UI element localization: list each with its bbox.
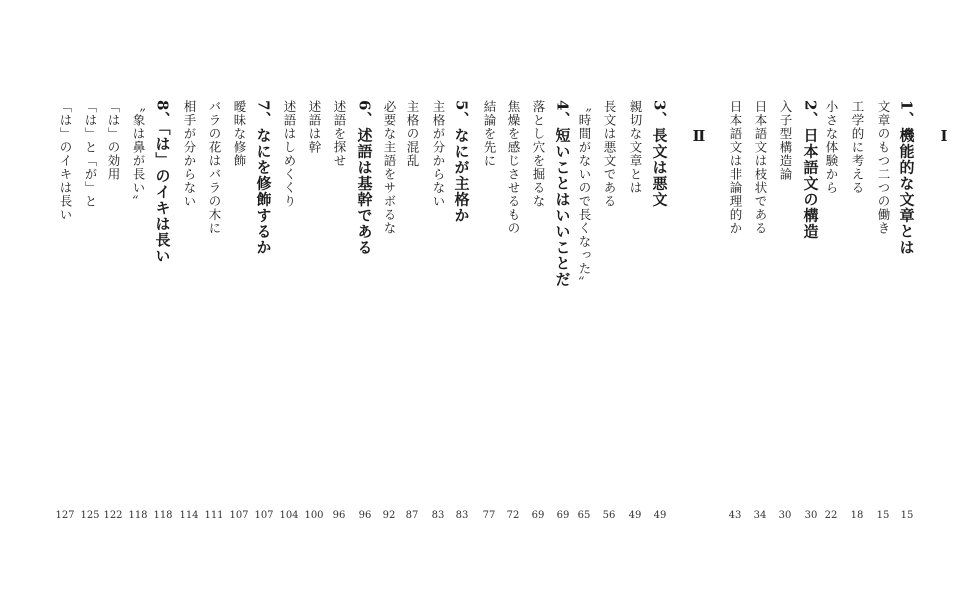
toc-entry-page-number: 122 bbox=[103, 510, 123, 521]
toc-section-title: 5、なにが主格か bbox=[452, 100, 471, 224]
toc-entry-page-number: 83 bbox=[431, 510, 445, 521]
toc-section[interactable] bbox=[802, 100, 820, 525]
toc-entry-title: 日本語文は枝状である bbox=[753, 100, 768, 235]
toc-entry[interactable] bbox=[281, 100, 297, 525]
toc-entry[interactable] bbox=[231, 100, 247, 525]
toc-entry[interactable] bbox=[849, 100, 865, 525]
toc-entry-page-number: 107 bbox=[229, 510, 249, 521]
toc-entry-title: 入子型構造論 bbox=[778, 100, 793, 181]
toc-entry-page-number: 65 bbox=[577, 510, 591, 521]
toc-entry[interactable] bbox=[331, 100, 347, 525]
toc-entry[interactable] bbox=[777, 100, 793, 525]
toc-section[interactable] bbox=[154, 100, 172, 525]
toc-entry-title: 〝象は鼻が長い〟 bbox=[131, 100, 146, 208]
toc-section-page-number: 118 bbox=[153, 510, 173, 521]
toc-entry-title: 小さな体験から bbox=[824, 100, 839, 195]
toc-entry-title: 結論を先に bbox=[482, 100, 497, 168]
toc-entry-page-number: 43 bbox=[728, 510, 742, 521]
toc-entry[interactable] bbox=[505, 100, 521, 525]
toc-entry-page-number: 118 bbox=[128, 510, 148, 521]
toc-entry-title: 述語はしめくくり bbox=[282, 100, 297, 208]
toc-entry[interactable] bbox=[306, 100, 322, 525]
toc-entry-page-number: 111 bbox=[204, 510, 224, 521]
toc-section[interactable] bbox=[898, 100, 916, 525]
toc-entry-title: 「は」と「が」と bbox=[83, 100, 98, 208]
toc-entry-title: 長文は悪文である bbox=[602, 100, 617, 208]
toc-entry[interactable] bbox=[727, 100, 743, 525]
toc-entry-title: 曖昧な修飾 bbox=[232, 100, 247, 168]
toc-entry[interactable] bbox=[404, 100, 420, 525]
toc-entry[interactable] bbox=[823, 100, 839, 525]
toc-entry-page-number: 104 bbox=[279, 510, 299, 521]
toc-entry-page-number: 72 bbox=[506, 510, 520, 521]
toc-entry[interactable] bbox=[627, 100, 643, 525]
toc-section-page-number: 15 bbox=[900, 510, 914, 521]
toc-entry-page-number: 96 bbox=[332, 510, 346, 521]
toc-section-page-number: 107 bbox=[254, 510, 274, 521]
toc-entry[interactable] bbox=[105, 100, 121, 525]
toc-entry-title: 主格が分からない bbox=[431, 100, 446, 208]
toc-section-title: 1、機能的な文章とは bbox=[897, 100, 916, 256]
toc-entry[interactable] bbox=[130, 100, 146, 525]
toc-entry-page-number: 15 bbox=[876, 510, 890, 521]
toc-section-page-number: 30 bbox=[804, 510, 818, 521]
toc-entry-title: 〝時間がないので長くなった〟 bbox=[577, 100, 592, 289]
toc-section-title: 2、日本語文の構造 bbox=[801, 100, 820, 240]
toc-section[interactable] bbox=[356, 100, 374, 525]
toc-entry[interactable] bbox=[601, 100, 617, 525]
toc-entry[interactable] bbox=[206, 100, 222, 525]
toc-entry-title: 「は」の効用 bbox=[106, 100, 121, 181]
toc-entry-title: バラの花はバラの木に bbox=[207, 100, 222, 235]
toc-entry-page-number: 114 bbox=[179, 510, 199, 521]
toc-section-title: 8、「は」のイキは長い bbox=[153, 100, 172, 264]
toc-entry-page-number: 125 bbox=[80, 510, 100, 521]
toc-entry-page-number: 30 bbox=[778, 510, 792, 521]
toc-entry-page-number: 87 bbox=[405, 510, 419, 521]
toc-entry[interactable] bbox=[481, 100, 497, 525]
toc-entry-title: 主格の混乱 bbox=[405, 100, 420, 168]
toc-section-title: 4、短いことはいいことだ bbox=[553, 100, 572, 288]
toc-entry-page-number: 92 bbox=[382, 510, 396, 521]
toc-entry-title: 述語は幹 bbox=[307, 100, 322, 154]
toc-section-page-number: 69 bbox=[556, 510, 570, 521]
toc-entry-title: 工学的に考える bbox=[850, 100, 865, 195]
toc-entry[interactable] bbox=[57, 100, 73, 525]
toc-entry-page-number: 100 bbox=[304, 510, 324, 521]
toc-entry[interactable] bbox=[576, 100, 592, 525]
toc-section-page-number: 49 bbox=[653, 510, 667, 521]
toc-section-title: 6、述語は基幹である bbox=[355, 100, 374, 256]
toc-entry-title: 文章のもつ二つの働き bbox=[876, 100, 891, 235]
toc-entry-title: 述語を探せ bbox=[332, 100, 347, 168]
toc-entry-title: 焦燥を感じさせるもの bbox=[506, 100, 521, 235]
toc-entry-title: 必要な主語をサボるな bbox=[382, 100, 397, 235]
toc-entry-page-number: 127 bbox=[55, 510, 75, 521]
toc-entry[interactable] bbox=[530, 100, 546, 525]
toc-section[interactable] bbox=[255, 100, 273, 525]
toc-entry-title: 落とし穴を掘るな bbox=[531, 100, 546, 208]
toc-entry[interactable] bbox=[381, 100, 397, 525]
toc-entry-page-number: 49 bbox=[628, 510, 642, 521]
toc-entry-page-number: 22 bbox=[824, 510, 838, 521]
toc-entry-title: 相手が分からない bbox=[182, 100, 197, 208]
part-label-2: Ⅱ bbox=[692, 127, 706, 145]
toc-section[interactable] bbox=[651, 100, 669, 525]
toc-section-title: 7、なにを修飾するか bbox=[254, 100, 273, 256]
toc-entry[interactable] bbox=[430, 100, 446, 525]
part-label-1: Ⅰ bbox=[940, 127, 948, 145]
toc-section-page-number: 96 bbox=[358, 510, 372, 521]
toc-entry[interactable] bbox=[875, 100, 891, 525]
toc-entry-page-number: 34 bbox=[753, 510, 767, 521]
toc-section-title: 3、長文は悪文 bbox=[650, 100, 669, 208]
toc-entry[interactable] bbox=[82, 100, 98, 525]
toc-entry-title: 親切な文章とは bbox=[628, 100, 643, 195]
toc-entry[interactable] bbox=[752, 100, 768, 525]
toc-entry-page-number: 77 bbox=[482, 510, 496, 521]
toc-section-page-number: 83 bbox=[455, 510, 469, 521]
toc-entry-page-number: 69 bbox=[531, 510, 545, 521]
toc-entry-page-number: 56 bbox=[602, 510, 616, 521]
toc-entry[interactable] bbox=[181, 100, 197, 525]
toc-section[interactable] bbox=[453, 100, 471, 525]
toc-entry-title: 日本語文は非論理的か bbox=[728, 100, 743, 235]
toc-entry-title: 「は」のイキは長い bbox=[58, 100, 73, 222]
toc-section[interactable] bbox=[554, 100, 572, 525]
toc-entry-page-number: 18 bbox=[850, 510, 864, 521]
